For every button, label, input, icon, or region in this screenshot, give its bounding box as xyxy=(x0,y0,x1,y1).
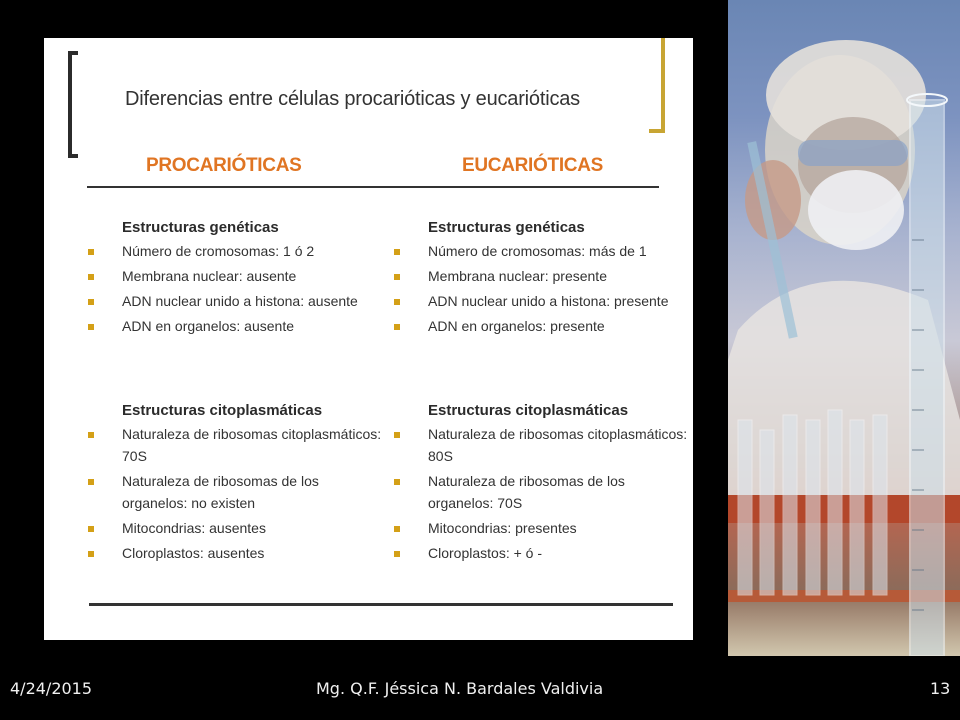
column-heading-procariotic: PROCARIÓTICAS xyxy=(146,155,302,176)
section-title: Estructuras citoplasmáticas xyxy=(428,402,629,419)
square-bullet-icon xyxy=(394,249,400,255)
genetic-structures-section xyxy=(394,216,694,340)
left-bracket-decoration xyxy=(68,51,78,158)
footer-page-number: 13 xyxy=(930,679,951,698)
list-item: Naturaleza de ribosomas citoplasmáticos: 80S xyxy=(394,423,694,467)
cytoplasmic-structures-section xyxy=(394,399,694,567)
square-bullet-icon xyxy=(88,432,94,438)
list-item: Número de cromosomas: más de 1 xyxy=(394,240,694,262)
list-item: Naturaleza de ribosomas citoplasmáticos: 70S xyxy=(88,423,388,467)
square-bullet-icon xyxy=(394,526,400,532)
list-item: Naturaleza de ribosomas de los organelos: no existen xyxy=(88,470,388,514)
list-item: Cloroplastos: + ó - xyxy=(394,542,694,564)
slide-content-panel xyxy=(44,38,693,640)
square-bullet-icon xyxy=(394,432,400,438)
list-item: Número de cromosomas: 1 ó 2 xyxy=(88,240,388,262)
list-item: ADN en organelos: ausente xyxy=(88,315,388,337)
cytoplasmic-structures-section xyxy=(88,399,388,567)
lab-scientist-photo xyxy=(728,0,960,656)
list-item: ADN nuclear unido a histona: ausente xyxy=(88,290,388,312)
genetic-structures-section xyxy=(88,216,388,340)
square-bullet-icon xyxy=(88,274,94,280)
list-item: ADN nuclear unido a histona: presente xyxy=(394,290,694,312)
slide-title: Diferencias entre células procarióticas y eucarióticas xyxy=(125,88,580,110)
footer-date: 4/24/2015 xyxy=(10,679,93,698)
square-bullet-icon xyxy=(394,299,400,305)
footer-author: Mg. Q.F. Jéssica N. Bardales Valdivia xyxy=(316,679,604,698)
list-item: Membrana nuclear: presente xyxy=(394,265,694,287)
square-bullet-icon xyxy=(394,551,400,557)
footer-divider xyxy=(89,603,673,606)
list-item: Naturaleza de ribosomas de los organelos: 70S xyxy=(394,470,694,514)
column-heading-eucariotic: EUCARIÓTICAS xyxy=(462,155,604,176)
list-item: ADN en organelos: presente xyxy=(394,315,694,337)
list-item: Membrana nuclear: ausente xyxy=(88,265,388,287)
square-bullet-icon xyxy=(394,324,400,330)
section-title: Estructuras genéticas xyxy=(122,219,279,236)
square-bullet-icon xyxy=(88,249,94,255)
list-item: Mitocondrias: presentes xyxy=(394,517,694,539)
section-title: Estructuras citoplasmáticas xyxy=(122,402,323,419)
square-bullet-icon xyxy=(394,479,400,485)
section-title: Estructuras genéticas xyxy=(428,219,585,236)
square-bullet-icon xyxy=(88,479,94,485)
right-bracket-decoration xyxy=(649,38,665,133)
square-bullet-icon xyxy=(394,274,400,280)
list-item: Mitocondrias: ausentes xyxy=(88,517,388,539)
header-divider xyxy=(87,186,659,188)
square-bullet-icon xyxy=(88,324,94,330)
lab-photo-illustration xyxy=(728,0,960,656)
list-item: Cloroplastos: ausentes xyxy=(88,542,388,564)
square-bullet-icon xyxy=(88,526,94,532)
square-bullet-icon xyxy=(88,299,94,305)
square-bullet-icon xyxy=(88,551,94,557)
